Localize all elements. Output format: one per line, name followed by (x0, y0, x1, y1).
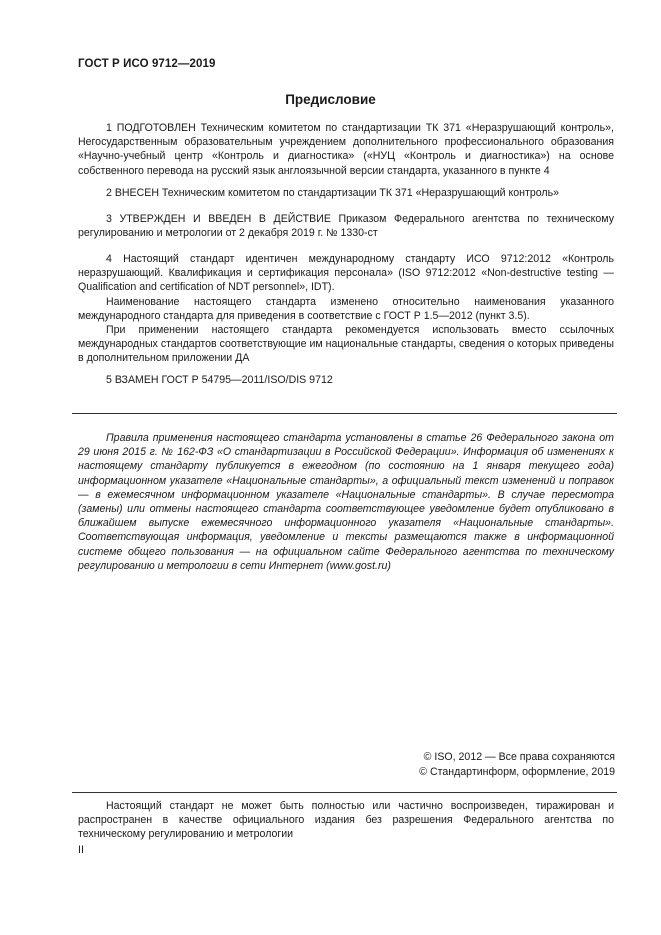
item-4-note-references: При применении настоящего стандарта рекомендуется использовать вместо ссылочных международных стандартов соответствующие им национальные стандарты, сведения о которых приведены в дополнительном приложении ДА (78, 324, 614, 365)
item-2-text: 2 ВНЕСЕН Техническим комитетом по стандартизации ТК 371 «Неразрушающий контроль» (106, 187, 559, 199)
divider-bottom (72, 792, 617, 793)
page-title: Предисловие (285, 92, 376, 107)
copyright-standartinform: © Стандартинформ, оформление, 2019 (419, 766, 615, 778)
document-id: ГОСТ Р ИСО 9712—2019 (78, 58, 216, 70)
divider-top (72, 413, 617, 414)
item-3-text: 3 УТВЕРЖДЕН И ВВЕДЕН В ДЕЙСТВИЕ Приказом Федерального агентства по техническому регулированию и метрологии от 2 декабря 2019 г. № 1330-ст (78, 213, 614, 240)
item-2 (78, 186, 614, 200)
notice-block (78, 431, 614, 573)
notice-text: Правила применения настоящего стандарта установлены в статье 26 Федерального закона от 29 июня 2015 г. № 162-ФЗ «О стандартизации в Российской Федерации». Информация об изменениях к настоящему стандарту публикуется в ежегодном (по состоянию на 1 января текущего года) информационном указателе «Национальные стандарты», а официальный текст изменений и поправок — в ежемесячном информационном указателе «Национальные стандарты». В случае пересмотра (замены) или отмены настоящего стандарта соответствующее уведомление будет опубликовано в ближайшем выпуске ежемесячного информационного указателя «Национальные стандарты». Соответствующая информация, уведомление и тексты размещаются также в информационной системе общего пользования — на официальном сайте Федерального агентства по техническому регулированию и метрологии в сети Интернет (www.gost.ru) (78, 432, 614, 572)
copyright-iso: © ISO, 2012 — Все права сохраняются (423, 751, 615, 763)
item-4 (78, 252, 614, 366)
footer-text: Настоящий стандарт не может быть полностью или частично воспроизведен, тиражирован и распространен в качестве официального издания без разрешения Федерального агентства по техническому регулированию и метрологии (78, 800, 614, 841)
item-4-text: 4 Настоящий стандарт идентичен международному стандарту ИСО 9712:2012 «Контроль неразрушающий. Квалификация и сертификация персонала» (ISO 9712:2012 «Non-destructive testing — Qualification and certification of NDT personnel», IDT). (78, 253, 614, 294)
item-5 (78, 373, 614, 387)
page-number: II (78, 844, 84, 856)
item-4-note-name: Наименование настоящего стандарта изменено относительно наименования указанного международного стандарта для приведения в соответствие с ГОСТ Р 1.5—2012 (пункт 3.5). (78, 295, 614, 322)
copyright-block (419, 750, 615, 780)
item-3 (78, 212, 614, 240)
footer-block (78, 799, 614, 842)
item-1-text: 1 ПОДГОТОВЛЕН Техническим комитетом по стандартизации ТК 371 «Неразрушающий контроль», Негосударственным образовательным учреждением дополнительного профессионального образования «Научно-учебный центр «Контроль и диагностика» («НУЦ «Контроль и диагностика») на основе собственного перевода на русский язык англоязычной версии стандарта, указанного в пункте 4 (78, 122, 614, 177)
item-1 (78, 121, 614, 178)
item-5-text: 5 ВЗАМЕН ГОСТ Р 54795—2011/ISO/DIS 9712 (106, 374, 333, 386)
